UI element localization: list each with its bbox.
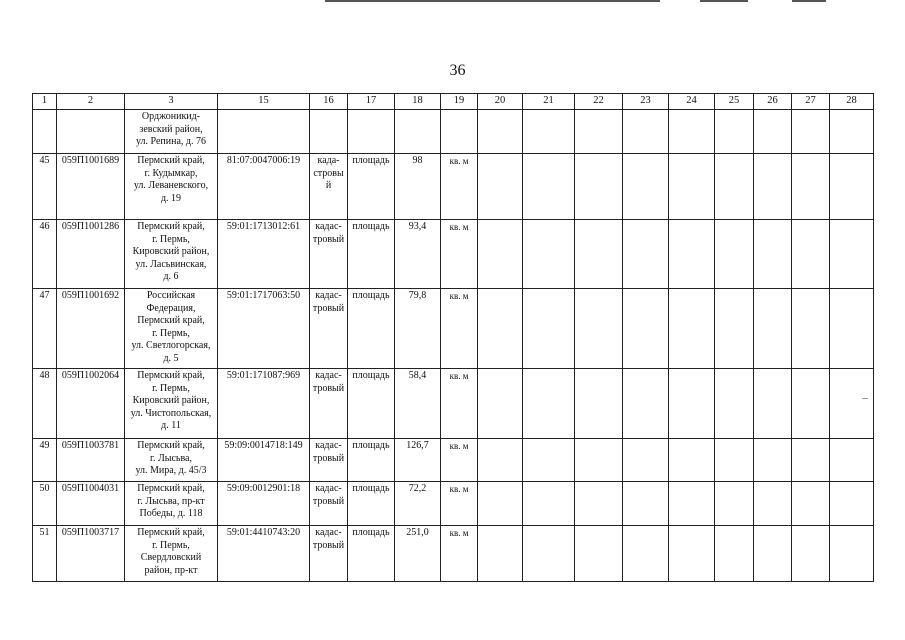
cell-cad: 59:09:0014718:149 (218, 439, 310, 482)
cell-num: 45 (33, 154, 57, 220)
cell-empty-20 (478, 526, 523, 582)
cell-num (33, 110, 57, 154)
column-header-24: 24 (669, 94, 715, 110)
cell-empty-24 (669, 289, 715, 369)
cell-empty-27 (792, 526, 830, 582)
column-header-22: 22 (575, 94, 623, 110)
cell-cad: 59:01:1717063:50 (218, 289, 310, 369)
cell-empty-21 (523, 220, 575, 289)
cell-reg: 059П1001286 (57, 220, 125, 289)
column-header-28: 28 (830, 94, 874, 110)
cell-addr: Пермский край, г. Пермь, Кировский район, ул. Чистопольская, д. 11 (125, 369, 218, 439)
cell-val: 58,4 (395, 369, 441, 439)
cell-num: 48 (33, 369, 57, 439)
cell-unit: кв. м (441, 482, 478, 526)
cell-empty-26 (754, 289, 792, 369)
cell-param: площадь (348, 439, 395, 482)
cell-empty-27 (792, 220, 830, 289)
cell-empty-22 (575, 482, 623, 526)
cell-num: 47 (33, 289, 57, 369)
cell-addr: Пермский край, г. Пермь, Свердловский район, пр-кт (125, 526, 218, 582)
cell-reg: 059П1004031 (57, 482, 125, 526)
cell-empty-23 (623, 482, 669, 526)
cell-empty-23 (623, 220, 669, 289)
registry-table (32, 93, 874, 582)
cell-kind (310, 110, 348, 154)
cell-empty-25 (715, 289, 754, 369)
cell-empty-20 (478, 439, 523, 482)
cell-empty-25 (715, 482, 754, 526)
column-header-21: 21 (523, 94, 575, 110)
cell-empty-28 (830, 289, 874, 369)
cell-empty-23 (623, 369, 669, 439)
column-header-15: 15 (218, 94, 310, 110)
table-row (33, 369, 874, 439)
cell-empty-25 (715, 369, 754, 439)
cell-empty-26 (754, 220, 792, 289)
cell-empty-25 (715, 526, 754, 582)
cell-param: площадь (348, 289, 395, 369)
cell-kind: када- стровый (310, 154, 348, 220)
cell-unit: кв. м (441, 369, 478, 439)
cell-empty-27 (792, 110, 830, 154)
cell-empty-27 (792, 154, 830, 220)
table-row (33, 482, 874, 526)
cell-empty-28 (830, 220, 874, 289)
cell-empty-26 (754, 439, 792, 482)
cell-kind: кадас- тровый (310, 526, 348, 582)
table-row (33, 526, 874, 582)
cell-param: площадь (348, 220, 395, 289)
cell-empty-20 (478, 369, 523, 439)
cell-kind: кадас- тровый (310, 289, 348, 369)
cell-addr: Пермский край, г. Кудымкар, ул. Леваневского, д. 19 (125, 154, 218, 220)
cell-empty-28 (830, 526, 874, 582)
cell-unit (441, 110, 478, 154)
cell-empty-22 (575, 289, 623, 369)
cell-cad: 81:07:0047006:19 (218, 154, 310, 220)
cell-cad: 59:09:0012901:18 (218, 482, 310, 526)
cell-empty-24 (669, 369, 715, 439)
cell-empty-26 (754, 154, 792, 220)
cell-val (395, 110, 441, 154)
cell-empty-25 (715, 154, 754, 220)
column-header-27: 27 (792, 94, 830, 110)
cell-reg: 059П1003781 (57, 439, 125, 482)
cell-empty-26 (754, 110, 792, 154)
cell-param: площадь (348, 369, 395, 439)
cell-empty-24 (669, 482, 715, 526)
cell-reg: 059П1002064 (57, 369, 125, 439)
cell-empty-27 (792, 482, 830, 526)
cell-addr: Российская Федерация, Пермский край, г. Пермь, ул. Светлогорская, д. 5 (125, 289, 218, 369)
cell-empty-22 (575, 110, 623, 154)
cell-cad (218, 110, 310, 154)
cell-unit: кв. м (441, 439, 478, 482)
cell-empty-23 (623, 439, 669, 482)
cell-val: 79,8 (395, 289, 441, 369)
cell-empty-20 (478, 220, 523, 289)
cell-addr: Орджоникид- зевский район, ул. Репина, д. 76 (125, 110, 218, 154)
cell-addr: Пермский край, г. Лысьва, пр-кт Победы, д. 118 (125, 482, 218, 526)
column-header-26: 26 (754, 94, 792, 110)
column-header-25: 25 (715, 94, 754, 110)
cell-param (348, 110, 395, 154)
cell-reg: 059П1001689 (57, 154, 125, 220)
cell-addr: Пермский край, г. Пермь, Кировский район, ул. Ласьвинская, д. 6 (125, 220, 218, 289)
cell-val: 126,7 (395, 439, 441, 482)
column-header-3: 3 (125, 94, 218, 110)
top-rule (700, 0, 748, 2)
cell-kind: кадас- тровый (310, 369, 348, 439)
cell-empty-20 (478, 154, 523, 220)
cell-empty-24 (669, 526, 715, 582)
top-rule (792, 0, 826, 2)
table-row (33, 289, 874, 369)
cell-empty-21 (523, 154, 575, 220)
cell-empty-28 (830, 110, 874, 154)
cell-unit: кв. м (441, 154, 478, 220)
cell-cad: 59:01:171087:969 (218, 369, 310, 439)
table-row (33, 439, 874, 482)
cell-empty-28 (830, 439, 874, 482)
cell-param: площадь (348, 482, 395, 526)
cell-val: 93,4 (395, 220, 441, 289)
cell-empty-21 (523, 110, 575, 154)
cell-addr: Пермский край, г. Лысьва, ул. Мира, д. 45/3 (125, 439, 218, 482)
cell-empty-21 (523, 369, 575, 439)
cell-empty-26 (754, 482, 792, 526)
stray-mark (862, 398, 868, 399)
cell-kind: кадас- тровый (310, 482, 348, 526)
cell-num: 49 (33, 439, 57, 482)
cell-unit: кв. м (441, 289, 478, 369)
cell-empty-23 (623, 289, 669, 369)
column-header-23: 23 (623, 94, 669, 110)
cell-empty-27 (792, 369, 830, 439)
cell-empty-27 (792, 289, 830, 369)
cell-empty-28 (830, 154, 874, 220)
cell-empty-22 (575, 369, 623, 439)
cell-empty-21 (523, 289, 575, 369)
cell-reg: 059П1003717 (57, 526, 125, 582)
cell-empty-27 (792, 439, 830, 482)
column-header-17: 17 (348, 94, 395, 110)
cell-kind: кадас- тровый (310, 439, 348, 482)
table-row (33, 220, 874, 289)
cell-empty-25 (715, 110, 754, 154)
column-header-19: 19 (441, 94, 478, 110)
cell-empty-24 (669, 439, 715, 482)
cell-num: 50 (33, 482, 57, 526)
column-header-18: 18 (395, 94, 441, 110)
cell-empty-24 (669, 154, 715, 220)
cell-empty-22 (575, 526, 623, 582)
top-rule (325, 0, 660, 2)
cell-unit: кв. м (441, 526, 478, 582)
cell-unit: кв. м (441, 220, 478, 289)
cell-empty-21 (523, 526, 575, 582)
cell-empty-23 (623, 526, 669, 582)
cell-empty-22 (575, 220, 623, 289)
cell-empty-20 (478, 110, 523, 154)
table-row (33, 110, 874, 154)
page-number: 36 (449, 62, 466, 79)
cell-empty-21 (523, 439, 575, 482)
column-header-2: 2 (57, 94, 125, 110)
table-body (33, 110, 874, 582)
cell-cad: 59:01:4410743:20 (218, 526, 310, 582)
cell-val: 72,2 (395, 482, 441, 526)
cell-empty-24 (669, 220, 715, 289)
cell-empty-23 (623, 154, 669, 220)
cell-cad: 59:01:1713012:61 (218, 220, 310, 289)
cell-empty-26 (754, 526, 792, 582)
header-row (33, 94, 874, 110)
cell-val: 98 (395, 154, 441, 220)
cell-empty-28 (830, 482, 874, 526)
cell-reg (57, 110, 125, 154)
cell-empty-25 (715, 439, 754, 482)
column-header-1: 1 (33, 94, 57, 110)
cell-val: 251,0 (395, 526, 441, 582)
cell-param: площадь (348, 154, 395, 220)
cell-kind: кадас- тровый (310, 220, 348, 289)
cell-empty-26 (754, 369, 792, 439)
cell-empty-25 (715, 220, 754, 289)
cell-reg: 059П1001692 (57, 289, 125, 369)
column-header-20: 20 (478, 94, 523, 110)
cell-empty-23 (623, 110, 669, 154)
cell-param: площадь (348, 526, 395, 582)
cell-num: 46 (33, 220, 57, 289)
cell-empty-20 (478, 289, 523, 369)
cell-empty-24 (669, 110, 715, 154)
cell-empty-21 (523, 482, 575, 526)
column-header-16: 16 (310, 94, 348, 110)
cell-empty-22 (575, 154, 623, 220)
cell-empty-20 (478, 482, 523, 526)
table-row (33, 154, 874, 220)
cell-num: 51 (33, 526, 57, 582)
cell-empty-28 (830, 369, 874, 439)
cell-empty-22 (575, 439, 623, 482)
